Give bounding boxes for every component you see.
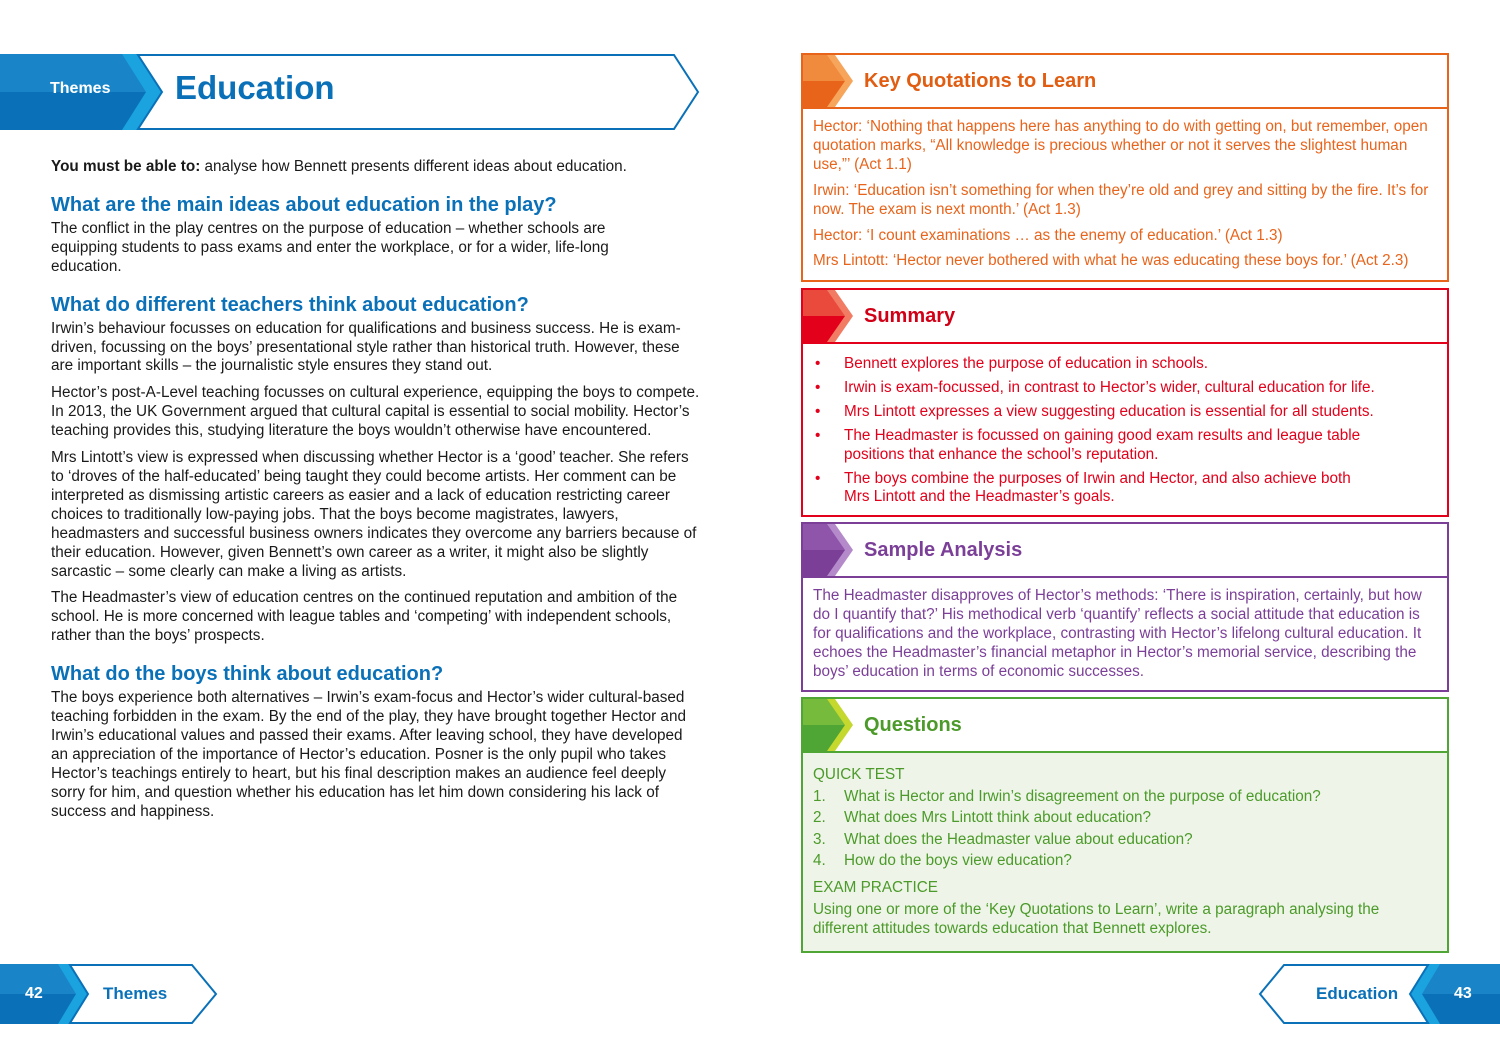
question-text: How do the boys view education? <box>844 852 1072 870</box>
exam-practice-label: EXAM PRACTICE <box>813 879 938 897</box>
summary-box <box>801 288 1449 517</box>
page-title: Education <box>175 69 335 106</box>
footer-left-tab <box>0 964 220 1024</box>
sample-analysis-box <box>801 522 1449 692</box>
box-header <box>803 290 1447 344</box>
box-body <box>803 109 1447 284</box>
summary-text: Irwin is exam-focussed, in contrast to Hector’s wider, cultural education for life. <box>844 378 1375 396</box>
learning-objective-text: analyse how Bennett presents different ideas about education. <box>200 158 627 175</box>
section-heading: What do different teachers think about education? <box>51 293 529 316</box>
quotation: Mrs Lintott: ‘Hector never bothered with what he was educating these boys for.’ (Act 2.3) <box>813 252 1409 270</box>
learning-objective-label: You must be able to: <box>51 158 201 175</box>
main-content <box>51 158 701 831</box>
paragraph-hector: Hector’s post-A-Level teaching focusses on cultural experience, equipping the boys to compete. In 2013, the UK Government argued that cultural capital is essential to social mobility. Hector’s teaching provides this, studying literature the boys wouldn’t otherwise have encountered. <box>51 384 700 440</box>
paragraph: The conflict in the play centres on the purpose of education – whether schools are equipping students to pass exams and enter the workplace, or for a wider, life-long education. <box>51 219 609 275</box>
box-title: Questions <box>864 714 962 736</box>
box-title: Key Quotations to Learn <box>864 70 1097 92</box>
key-quotations-box <box>801 53 1449 282</box>
bullet-icon: • <box>815 402 821 420</box>
question-number: 3. <box>813 830 826 848</box>
summary-item <box>813 403 1437 422</box>
section-heading: What do the boys think about education? <box>51 663 444 686</box>
section-main-ideas <box>51 193 701 277</box>
summary-text: Mrs Lintott expresses a view suggesting education is essential for all students. <box>844 402 1374 420</box>
paragraph: The boys experience both alternatives – Irwin’s exam-focus and Hector’s wider cultural-based teaching forbidden in the exam. By the end of the play, they have brought together Hector and Irwin’s educational values and passed their exams. After leaving school, they have developed an appreciation of the importance of Hector’s education. Posner is the only pupil who takes Hector’s teachings entirely to heart, but his final description makes an audience feel deeply sorry for him, and question whether his education has let him down considering his lack of success and happiness. <box>51 689 686 820</box>
question-number: 4. <box>813 852 826 870</box>
section-heading: What are the main ideas about education in the play? <box>51 193 557 216</box>
box-header <box>803 524 1447 578</box>
learning-objective <box>51 158 701 177</box>
box-body <box>803 344 1447 518</box>
footer-section-label: Themes <box>103 984 168 1003</box>
summary-item <box>813 427 1437 465</box>
chevron-arrow-icon <box>803 524 855 576</box>
bullet-icon: • <box>815 378 821 396</box>
box-header <box>803 55 1447 109</box>
header-banner <box>0 54 700 130</box>
box-header <box>803 699 1447 753</box>
question-item <box>813 831 1437 850</box>
summary-text: The boys combine the purposes of Irwin and Hector, and also achieve both Mrs Lintott and the Headmaster’s goals. <box>844 469 1351 506</box>
question-number: 1. <box>813 787 826 805</box>
paragraph-irwin: Irwin’s behaviour focusses on education for qualifications and business success. He is exam-driven, focussing on the boys’ presentational style rather than historical truth. However, these are important skills – the journalistic style ensures they stand out. <box>51 319 681 375</box>
box-body <box>803 753 1447 945</box>
bullet-icon: • <box>815 469 821 487</box>
summary-item <box>813 379 1437 398</box>
footer-topic-label: Education <box>1316 984 1399 1003</box>
paragraph-headmaster: The Headmaster’s view of education centres on the continued reputation and ambition of the school. He is more concerned with league tables and ‘competing’ with independent schools, rather than the boys’ prospects. <box>51 589 678 645</box>
footer-right-tab <box>1258 964 1500 1024</box>
analysis-text: The Headmaster disapproves of Hector’s methods: ‘There is inspiration, certainly, but how do I quantify that?’ His methodical verb ‘quantify’ reflects a social attitude that education is for qualifications and the workplace, contrasting with Hector’s lifelong cultural education. It echoes the Headmaster’s financial metaphor in Hector’s memorial service, describing the boys’ education in terms of economic successes. <box>813 587 1422 680</box>
box-title: Summary <box>864 305 956 327</box>
bullet-icon: • <box>815 426 821 444</box>
quotation: Irwin: ‘Education isn’t something for when they’re old and grey and sitting by the fire. It’s for now. The exam is next month.’ (Act 1.3) <box>813 181 1429 218</box>
chevron-arrow-icon <box>803 55 855 107</box>
question-text: What is Hector and Irwin’s disagreement on the purpose of education? <box>844 787 1321 805</box>
paragraph-lintott: Mrs Lintott’s view is expressed when discussing whether Hector is a ‘good’ teacher. She refers to ‘droves of the half-educated’ being taught they could become artists. Her comment can be interpreted as dismissing artistic careers as easier and a lack of education restricting career choices to traditionally low-paying jobs. That the boys become magistrates, lawyers, headmasters and successful business owners indicates they overcome any barriers because of their education. However, given Bennett’s own career as a writer, it might also be slightly sarcastic – some clearly can make a living as artists. <box>51 449 697 580</box>
bullet-icon: • <box>815 355 821 372</box>
exam-practice-text: Using one or more of the ‘Key Quotations to Learn’, write a paragraph analysing the different attitudes towards education that Bennett explores. <box>813 900 1380 937</box>
section-label: Themes <box>50 80 111 97</box>
questions-box <box>801 697 1449 953</box>
question-text: What does Mrs Lintott think about education? <box>844 809 1151 827</box>
section-teachers <box>51 293 701 647</box>
quotation: Hector: ‘Nothing that happens here has anything to do with getting on, but remember, open quotation marks, “All knowledge is precious whether or not it serves the slightest human use,”’ (Act 1.1) <box>813 118 1428 173</box>
quotation: Hector: ‘I count examinations … as the enemy of education.’ (Act 1.3) <box>813 226 1283 244</box>
page-number: 42 <box>25 985 43 1002</box>
section-boys <box>51 662 701 821</box>
chevron-arrow-icon <box>803 290 855 342</box>
summary-item <box>813 355 1437 374</box>
box-body <box>803 578 1447 688</box>
box-title: Sample Analysis <box>864 539 1023 561</box>
page-number: 43 <box>1454 985 1472 1002</box>
summary-item <box>813 470 1437 508</box>
summary-text: The Headmaster is focussed on gaining good exam results and league table positions that enhance the school’s reputation. <box>844 426 1361 463</box>
quick-test-list <box>813 788 1437 871</box>
chevron-arrow-icon <box>803 699 855 751</box>
question-number: 2. <box>813 809 826 827</box>
question-item <box>813 852 1437 871</box>
question-item <box>813 788 1437 807</box>
summary-list <box>813 353 1437 507</box>
question-item <box>813 809 1437 828</box>
question-text: What does the Headmaster value about education? <box>844 830 1193 848</box>
summary-text: Bennett explores the purpose of education in schools. <box>844 355 1208 372</box>
quick-test-label: QUICK TEST <box>813 766 905 783</box>
